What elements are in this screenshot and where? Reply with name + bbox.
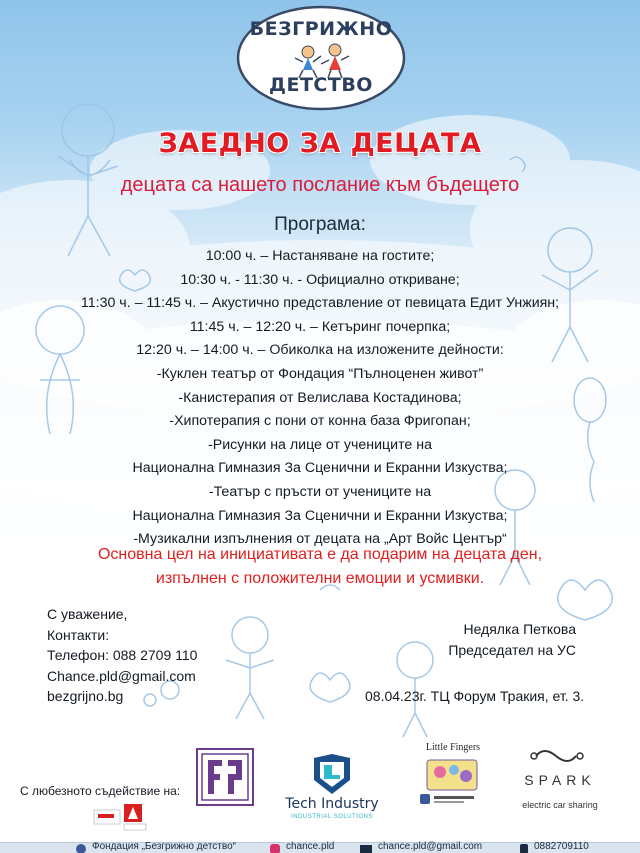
tech-industry-icon	[276, 752, 388, 798]
phone-icon	[520, 844, 528, 853]
program-line: -Театър с пръсти от учениците на	[208, 483, 432, 500]
sponsor-spark	[510, 744, 610, 814]
spark-icon	[510, 744, 610, 768]
footer-instagram[interactable]: chance.pld	[286, 841, 335, 852]
signer-role: Председател на УС	[448, 642, 576, 658]
goal-statement	[0, 543, 640, 591]
foundation-logo	[235, 4, 407, 112]
facebook-icon	[76, 844, 86, 853]
program-line: 10:30 ч. - 11:30 ч. - Официално откриване;	[180, 271, 460, 288]
sponsor-small-logos	[92, 802, 152, 832]
signer-block	[380, 619, 576, 661]
footer-bar	[0, 842, 640, 853]
phone-text: Телефон: 088 2709 110	[47, 647, 198, 663]
footer-phone[interactable]: 0882709110	[534, 841, 589, 852]
program-line: 11:45 ч. – 12:20 ч. – Кетъринг почерпка;	[189, 318, 451, 335]
program-line: -Музикални изпълнения от децата на „Арт Войс Център“	[133, 531, 507, 548]
mail-icon	[360, 845, 372, 853]
instagram-icon	[270, 844, 280, 853]
goal-line: Основна цел на инициативата е да подарим на децата ден,	[97, 546, 543, 563]
goal-line: изпълнен с положителни емоции и усмивки.	[155, 570, 485, 587]
signer-name: Недялка Петкова	[463, 621, 576, 637]
tech-industry-name: Tech Industry	[285, 796, 379, 812]
event-subtitle: децата са нашето послание към бъдещето	[120, 174, 520, 196]
program-line: -Куклен театър от Фондация “Пълноценен живот”	[156, 365, 484, 382]
regards-text: С уважение,	[47, 606, 128, 622]
program-line: -Рисунки на лице от учениците на	[208, 436, 432, 453]
logo-bottom-text: ДЕТСТВО	[269, 74, 373, 96]
program-line: Национална Гимназия За Сценични и Екранни Изкуства;	[132, 507, 508, 524]
footer-facebook[interactable]: Фондация „Безгрижно детство“	[92, 841, 236, 852]
program-list	[0, 245, 640, 552]
sponsor-purple-emblem	[196, 748, 254, 806]
little-fingers-name: Little Fingers	[425, 742, 481, 753]
logo-top-text: БЕЗГРИЖНО	[249, 18, 393, 40]
contacts-block	[47, 604, 197, 707]
date-place: 08.04.23г. ТЦ Форум Тракия, ет. 3.	[365, 688, 585, 704]
email-text: Chance.pld@gmail.com	[47, 667, 196, 684]
program-line: -Хипотерапия с пони от конна база Фригопан;	[169, 413, 471, 430]
event-title: ЗАЕДНО ЗА ДЕЦАТА	[158, 128, 482, 159]
program-line: 12:20 ч. – 14:00 ч. – Обиколка на изложените дейности:	[136, 342, 504, 359]
program-line: 10:00 ч. – Настаняване на гостите;	[205, 248, 435, 264]
program-line: 11:30 ч. – 11:45 ч. – Акустично представление от певицата Едит Унжиян;	[80, 295, 560, 312]
spark-tagline: electric car sharing	[522, 800, 598, 810]
program-line: Национална Гимназия За Сценични и Екранни Изкуства;	[132, 460, 508, 477]
little-fingers-icon	[418, 756, 488, 812]
program-line: -Канистерапия от Велислава Костадинова;	[178, 389, 462, 406]
courtesy-label: С любезното съдействие на:	[20, 784, 181, 798]
sponsor-little-fingers	[418, 742, 488, 812]
contacts-label: Контакти:	[47, 626, 110, 643]
website-text: bezgrijno.bg	[47, 688, 124, 704]
tech-industry-tagline: INDUSTRIAL SOLUTIONS	[291, 814, 373, 820]
emblem-icon	[196, 748, 254, 806]
spark-name: SPARK	[524, 772, 596, 788]
small-sponsor-icon	[92, 802, 152, 832]
footer-email[interactable]: chance.pld@gmail.com	[378, 841, 483, 852]
sponsor-tech-industry	[276, 752, 388, 824]
program-heading: Програма:	[274, 214, 366, 235]
